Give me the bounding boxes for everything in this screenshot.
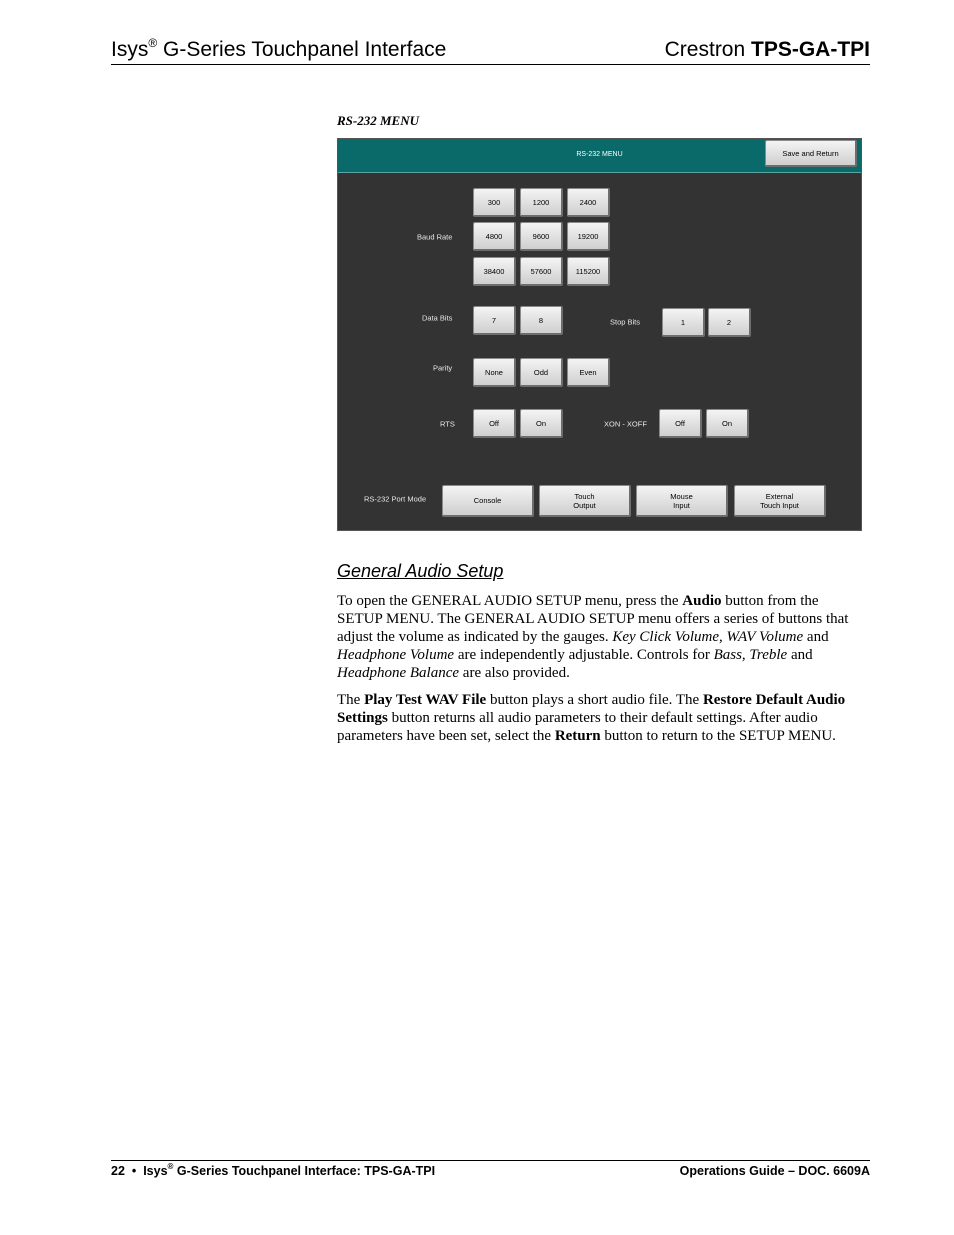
- p1-run: are independently adjustable. Controls for: [454, 647, 714, 663]
- port-mode-external-touch-input-button[interactable]: External Touch Input: [734, 485, 826, 517]
- p2-run: Return: [554, 728, 601, 744]
- data-bits-label: Data Bits: [422, 313, 453, 323]
- paragraph-audio-setup: [337, 592, 862, 682]
- stop-bits-1-button[interactable]: 1: [662, 308, 705, 337]
- page-number: 22: [111, 1164, 125, 1178]
- p1-run: and: [787, 647, 813, 663]
- p1-run: To open the GENERAL AUDIO SETUP menu, press the: [337, 593, 683, 609]
- header-title: [111, 38, 446, 62]
- p1-run: ,: [741, 647, 750, 663]
- footer-doc-id: Operations Guide – DOC. 6609A: [679, 1164, 870, 1178]
- footer-title: G-Series Touchpanel Interface: TPS-GA-TPI: [173, 1164, 436, 1178]
- p1-run: Headphone Volume: [337, 647, 455, 663]
- page-footer: [111, 1160, 870, 1178]
- rs232-menu-screenshot: [337, 138, 862, 531]
- parity-odd-button[interactable]: Odd: [520, 358, 563, 387]
- header-company: Crestron: [664, 38, 751, 61]
- header-brand: Isys: [111, 38, 149, 61]
- data-bits-8-button[interactable]: 8: [520, 306, 563, 335]
- figure-caption: RS-232 MENU: [337, 113, 419, 128]
- p1-run: Audio: [682, 593, 722, 609]
- baud-2400-button[interactable]: 2400: [567, 188, 610, 217]
- p1-run: Bass: [713, 647, 742, 663]
- p2-run: button to return to the SETUP MENU.: [600, 728, 836, 744]
- rts-label: RTS: [440, 419, 455, 429]
- p1-run: button from the SETUP MENU. The GENERAL AUDIO SETUP menu offers a series of buttons that adjust the volume as indicated by the gauges.: [337, 593, 849, 645]
- paragraph-wav-file: [337, 691, 862, 745]
- stop-bits-2-button[interactable]: 2: [708, 308, 751, 337]
- p1-run: and: [803, 629, 829, 645]
- port-mode-label: RS-232 Port Mode: [364, 494, 427, 504]
- section-heading: General Audio Setup: [337, 561, 504, 581]
- p2-run: button returns all audio parameters to their default settings. After audio parameters have been set, select the: [337, 710, 818, 744]
- stop-bits-label: Stop Bits: [610, 317, 641, 327]
- header-model: TPS-GA-TPI: [751, 38, 870, 61]
- parity-label: Parity: [433, 363, 453, 373]
- baud-115200-button[interactable]: 115200: [567, 257, 610, 286]
- p2-run: button plays a short audio file. The: [486, 692, 703, 708]
- xon-xoff-on-button[interactable]: On: [706, 409, 749, 438]
- footer-left: [111, 1164, 435, 1178]
- baud-rate-label: Baud Rate: [417, 232, 453, 242]
- baud-57600-button[interactable]: 57600: [520, 257, 563, 286]
- p1-run: are also provided.: [459, 665, 570, 681]
- save-and-return-button[interactable]: Save and Return: [765, 140, 857, 167]
- header-subtitle: G-Series Touchpanel Interface: [157, 38, 447, 61]
- data-bits-7-button[interactable]: 7: [473, 306, 516, 335]
- p1-run: Treble: [749, 647, 788, 663]
- baud-19200-button[interactable]: 19200: [567, 222, 610, 251]
- port-mode-mouse-input-button[interactable]: Mouse Input: [636, 485, 728, 517]
- p1-run: Key Click Volume: [612, 629, 719, 645]
- p1-run: ,: [719, 629, 727, 645]
- p2-run: Restore Default Audio Settings: [337, 692, 846, 726]
- xon-xoff-label: XON - XOFF: [604, 419, 647, 429]
- parity-even-button[interactable]: Even: [567, 358, 610, 387]
- panel-title: RS-232 MENU: [576, 151, 623, 158]
- baud-9600-button[interactable]: 9600: [520, 222, 563, 251]
- baud-300-button[interactable]: 300: [473, 188, 516, 217]
- rts-on-button[interactable]: On: [520, 409, 563, 438]
- p1-run: WAV Volume: [726, 629, 804, 645]
- page-header: [111, 36, 870, 65]
- baud-4800-button[interactable]: 4800: [473, 222, 516, 251]
- rts-off-button[interactable]: Off: [473, 409, 516, 438]
- parity-none-button[interactable]: None: [473, 358, 516, 387]
- header-registered-mark: ®: [148, 36, 158, 50]
- port-mode-touch-output-button[interactable]: Touch Output: [539, 485, 631, 517]
- p2-run: Play Test WAV File: [364, 692, 487, 708]
- baud-38400-button[interactable]: 38400: [473, 257, 516, 286]
- p2-run: The: [337, 692, 365, 708]
- footer-registered-mark: ®: [167, 1162, 174, 1171]
- footer-brand: Isys: [143, 1164, 168, 1178]
- header-product: [665, 38, 870, 62]
- footer-bullet: •: [131, 1164, 137, 1178]
- baud-1200-button[interactable]: 1200: [520, 188, 563, 217]
- port-mode-console-button[interactable]: Console: [442, 485, 534, 517]
- p1-run: Headphone Balance: [337, 665, 460, 681]
- xon-xoff-off-button[interactable]: Off: [659, 409, 702, 438]
